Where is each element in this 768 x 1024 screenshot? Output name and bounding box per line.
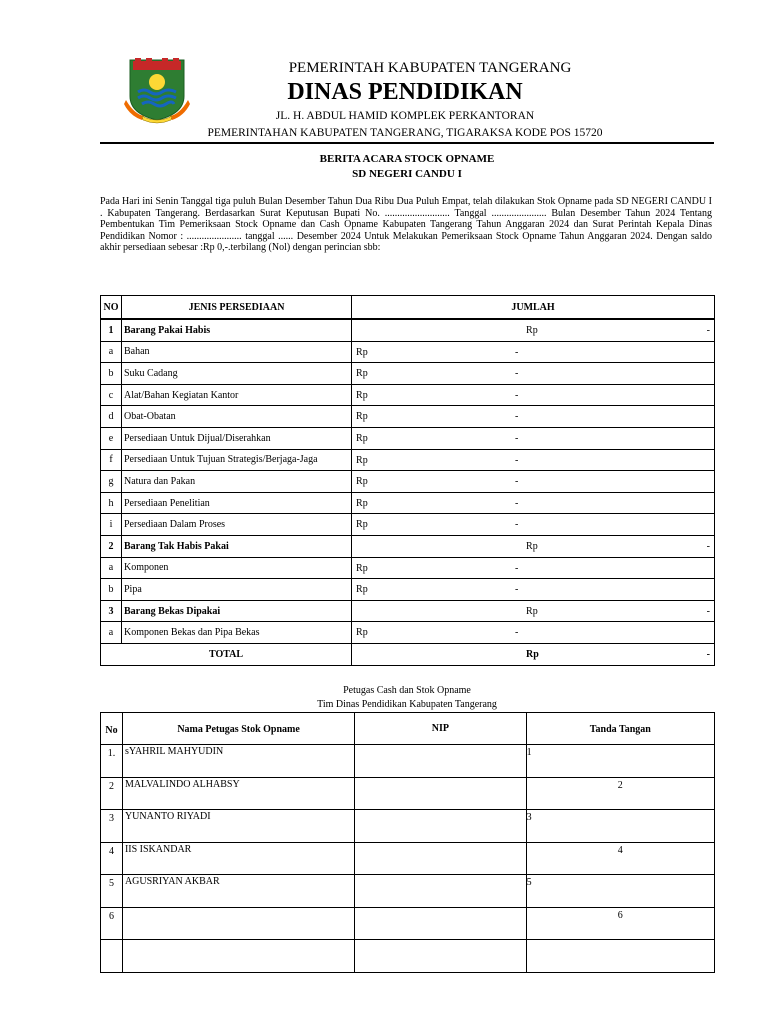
amount-value: - [515, 389, 519, 401]
column-header-nip: NIP [355, 713, 526, 745]
row-jumlah [352, 384, 715, 406]
table-row [101, 875, 715, 908]
group-row [101, 600, 715, 622]
petugas-name: IIS ISKANDAR [122, 842, 354, 875]
row-jenis: Persediaan Penelitian [121, 492, 351, 514]
table-row [101, 579, 715, 601]
amount-value: - [515, 454, 519, 466]
row-jumlah [352, 363, 715, 385]
row-jumlah [352, 622, 715, 644]
table-row [101, 810, 715, 843]
petugas-number: 4 [101, 842, 123, 875]
table-row [101, 384, 715, 406]
header-office: DINAS PENDIDIKAN [287, 79, 523, 105]
petugas-nip [355, 842, 526, 875]
currency-label: Rp [356, 584, 368, 596]
header-government: PEMERINTAH KABUPATEN TANGERANG [288, 60, 572, 76]
column-header-tanda-tangan: Tanda Tangan [526, 713, 714, 745]
petugas-number: 5 [101, 875, 123, 908]
table-row [101, 471, 715, 493]
row-jumlah [352, 471, 715, 493]
row-jenis: Barang Pakai Habis [121, 319, 351, 341]
table-row [101, 341, 715, 363]
school-name: SD NEGERI CANDU I [352, 168, 462, 180]
stock-table-header [101, 296, 715, 320]
row-jenis: Komponen [121, 557, 351, 579]
table-row [101, 427, 715, 449]
row-number: a [101, 557, 122, 579]
currency-label: Rp [356, 519, 368, 531]
row-number: i [101, 514, 122, 536]
signature-cell: 1 [526, 745, 714, 778]
stock-table [100, 295, 715, 666]
row-jumlah [352, 600, 715, 622]
petugas-heading-1: Petugas Cash dan Stok Opname [343, 685, 471, 696]
petugas-name: sYAHRIL MAHYUDIN [122, 745, 354, 778]
petugas-heading-2: Tim Dinas Pendidikan Kabupaten Tangerang [317, 699, 497, 710]
petugas-number: 1. [101, 745, 123, 778]
row-jumlah [352, 557, 715, 579]
amount-value: - [515, 346, 519, 358]
row-number: e [101, 427, 122, 449]
row-jumlah [352, 449, 715, 471]
document-title: BERITA ACARA STOCK OPNAME [319, 153, 495, 165]
kabupaten-tangerang-emblem-icon [124, 56, 190, 124]
currency-label: Rp [356, 411, 368, 423]
row-number: 3 [101, 600, 122, 622]
petugas-nip [355, 875, 526, 908]
petugas-name: MALVALINDO ALHABSY [122, 777, 354, 810]
row-jumlah [352, 406, 715, 428]
row-number: b [101, 579, 122, 601]
amount-value: - [515, 368, 519, 380]
petugas-number: 2 [101, 777, 123, 810]
total-amount [352, 643, 715, 665]
total-row [101, 643, 715, 665]
total-label: TOTAL [101, 643, 352, 665]
currency-label: Rp [356, 497, 368, 509]
column-header-no: NO [101, 296, 122, 320]
petugas-nip [355, 810, 526, 843]
petugas-name: AGUSRIYAN AKBAR [122, 875, 354, 908]
petugas-number [101, 940, 123, 973]
signature-cell: 4 [526, 842, 714, 875]
group-row [101, 319, 715, 341]
row-jumlah [352, 492, 715, 514]
petugas-number: 6 [101, 907, 123, 940]
amount-value: - [515, 497, 519, 509]
table-row [101, 777, 715, 810]
header-divider [100, 142, 714, 144]
petugas-number: 3 [101, 810, 123, 843]
amount-value: - [706, 648, 710, 660]
row-jenis: Persediaan Dalam Proses [121, 514, 351, 536]
currency-label: Rp [356, 432, 368, 444]
signature-cell: 6 [526, 907, 714, 940]
currency-label: Rp [526, 648, 539, 660]
table-row [101, 842, 715, 875]
amount-value: - [515, 584, 519, 596]
row-jumlah [352, 341, 715, 363]
signature-cell: 3 [526, 810, 714, 843]
amount-value: - [515, 519, 519, 531]
amount-value: - [515, 627, 519, 639]
row-number: h [101, 492, 122, 514]
currency-label: Rp [356, 368, 368, 380]
currency-label: Rp [356, 562, 368, 574]
row-jumlah [352, 579, 715, 601]
row-jumlah [352, 427, 715, 449]
row-number: d [101, 406, 122, 428]
row-number: f [101, 449, 122, 471]
petugas-nip [355, 745, 526, 778]
currency-label: Rp [526, 540, 538, 552]
row-jumlah [352, 514, 715, 536]
petugas-name [122, 907, 354, 940]
header-address-2: PEMERINTAHAN KABUPATEN TANGERANG, TIGARAKSA KODE POS 15720 [207, 127, 603, 139]
table-row [101, 557, 715, 579]
row-jumlah [352, 319, 715, 341]
signature-cell [526, 940, 714, 973]
table-row [101, 363, 715, 385]
petugas-name [122, 940, 354, 973]
group-row [101, 535, 715, 557]
petugas-nip [355, 777, 526, 810]
row-number: a [101, 341, 122, 363]
row-jenis: Barang Bekas Dipakai [121, 600, 351, 622]
petugas-table-header [101, 713, 715, 745]
amount-value: - [706, 325, 710, 336]
row-jenis: Alat/Bahan Kegiatan Kantor [121, 384, 351, 406]
row-number: 2 [101, 535, 122, 557]
table-row [101, 907, 715, 940]
row-jenis: Suku Cadang [121, 363, 351, 385]
signature-cell: 2 [526, 777, 714, 810]
currency-label: Rp [356, 454, 368, 466]
table-row [101, 514, 715, 536]
amount-value: - [706, 605, 710, 617]
currency-label: Rp [356, 346, 368, 358]
currency-label: Rp [356, 476, 368, 488]
column-header-jumlah: JUMLAH [352, 296, 715, 320]
row-number: g [101, 471, 122, 493]
column-header-nama: Nama Petugas Stok Opname [122, 713, 354, 745]
currency-label: Rp [356, 389, 368, 401]
intro-paragraph: Pada Hari ini Senin Tanggal tiga puluh Bulan Desember Tahun Dua Ribu Dua Puluh Empat, telah dilakukan Stok Opname pada SD NEGERI CANDU I . Kabupaten Tangerang. Berdasarkan Surat Keputusan Bupati No. .......................... Tanggal ...................... Bulan Desember Tahun 2024 Tentang Pembentukan Tim Pemeriksaan Stock Opname dan Cash Opname Kabupaten Tangerang Tahun Anggaran 2024 dan Surat Perintah Kepala Dinas Pendidikan Nomor : ...................... tanggal ...... Desember 2024 Untuk Melakukan Pemeriksaan Stock Opname Tahun Anggaran 2024. Dengan saldo akhir persediaan sebesar :Rp 0,-.terbilang (Nol) dengan perincian sbb: [100, 196, 712, 253]
table-row [101, 745, 715, 778]
row-jenis: Persediaan Untuk Tujuan Strategis/Berjaga-Jaga [121, 449, 351, 471]
petugas-table [100, 712, 715, 973]
amount-value: - [515, 476, 519, 488]
petugas-nip [355, 907, 526, 940]
table-row [101, 492, 715, 514]
amount-value: - [706, 540, 710, 552]
row-jenis: Bahan [121, 341, 351, 363]
row-jenis: Persediaan Untuk Dijual/Diserahkan [121, 427, 351, 449]
table-row [101, 940, 715, 973]
row-jumlah [352, 535, 715, 557]
table-row [101, 622, 715, 644]
currency-label: Rp [356, 627, 368, 639]
signature-cell: 5 [526, 875, 714, 908]
row-number: 1 [101, 319, 122, 341]
row-jenis: Obat-Obatan [121, 406, 351, 428]
row-number: a [101, 622, 122, 644]
table-row [101, 406, 715, 428]
row-jenis: Natura dan Pakan [121, 471, 351, 493]
petugas-name: YUNANTO RIYADI [122, 810, 354, 843]
row-jenis: Komponen Bekas dan Pipa Bekas [121, 622, 351, 644]
amount-value: - [515, 432, 519, 444]
amount-value: - [515, 411, 519, 423]
currency-label: Rp [526, 605, 538, 617]
row-number: b [101, 363, 122, 385]
amount-value: - [515, 562, 519, 574]
column-header-jenis: JENIS PERSEDIAAN [121, 296, 351, 320]
table-row [101, 449, 715, 471]
currency-label: Rp [526, 325, 538, 336]
header-address-1: JL. H. ABDUL HAMID KOMPLEK PERKANTORAN [275, 110, 535, 122]
row-jenis: Pipa [121, 579, 351, 601]
petugas-nip [355, 940, 526, 973]
row-number: c [101, 384, 122, 406]
row-jenis: Barang Tak Habis Pakai [121, 535, 351, 557]
column-header-no: No [101, 713, 123, 745]
